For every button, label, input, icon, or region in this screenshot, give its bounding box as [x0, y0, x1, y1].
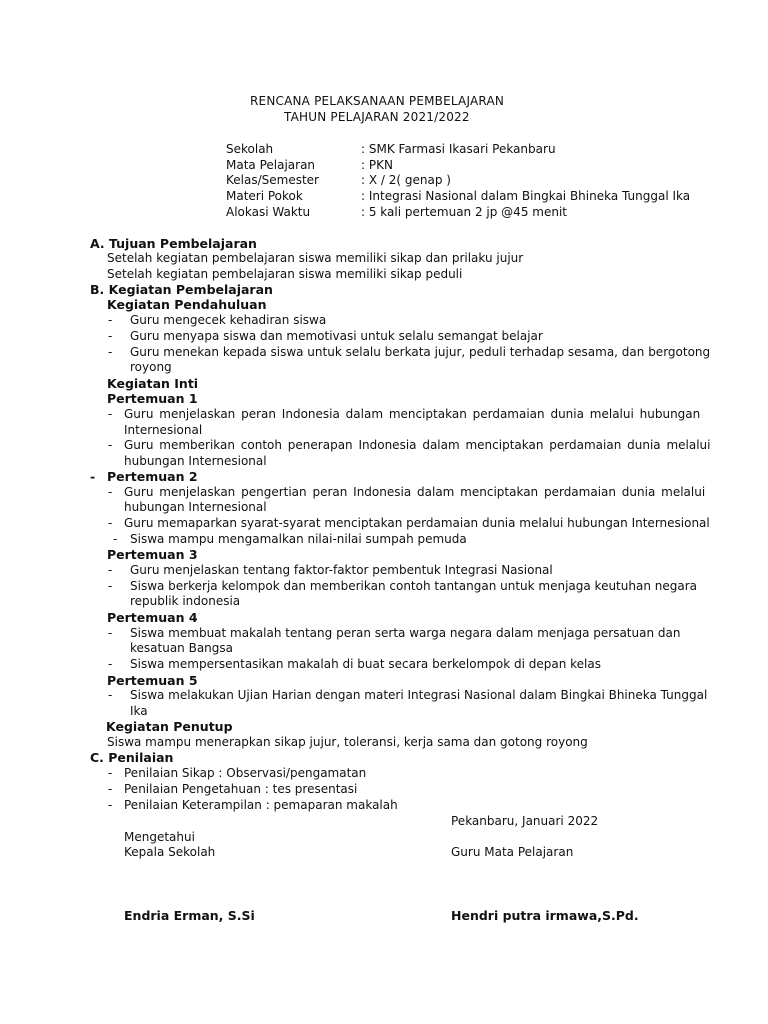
list-item-continuation: hubungan Internesional	[124, 454, 267, 468]
signature-kepala-sekolah: Kepala Sekolah	[124, 845, 216, 859]
list-dash: -	[108, 345, 113, 359]
list-dash: -	[108, 516, 113, 530]
signature-name-right: Hendri putra irmawa,S.Pd.	[451, 908, 639, 923]
pertemuan-1-heading: Pertemuan 1	[107, 391, 198, 406]
section-c-heading: C. Penilaian	[90, 750, 174, 765]
identity-label-alokasi: Alokasi Waktu	[226, 205, 311, 219]
list-dash: -	[108, 313, 113, 327]
document-title-line1: RENCANA PELAKSANAAN PEMBELAJARAN	[250, 94, 505, 108]
list-item: Penilaian Keterampilan : pemaparan makalah	[124, 798, 398, 812]
list-item: Guru mengecek kehadiran siswa	[130, 313, 327, 327]
identity-value-sekolah: : SMK Farmasi Ikasari Pekanbaru	[361, 142, 556, 156]
list-dash: -	[113, 532, 118, 546]
list-dash: -	[108, 438, 113, 452]
pendahuluan-heading: Kegiatan Pendahuluan	[107, 297, 267, 312]
identity-label-kelas: Kelas/Semester	[226, 173, 319, 187]
signature-guru-role: Guru Mata Pelajaran	[451, 845, 574, 859]
list-dash: -	[108, 657, 113, 671]
list-item: Siswa berkerja kelompok dan memberikan contoh tantangan untuk menjaga keutuhan negara	[130, 579, 697, 593]
signature-name-left: Endria Erman, S.Si	[124, 908, 255, 923]
signature-place-date: Pekanbaru, Januari 2022	[451, 814, 599, 828]
list-item: Guru menjelaskan pengertian peran Indonesia dalam menciptakan perdamaian dunia melalui	[124, 485, 706, 499]
list-item: Siswa membuat makalah tentang peran serta warga negara dalam menjaga persatuan dan	[130, 626, 681, 640]
identity-value-materi: : Integrasi Nasional dalam Bingkai Bhineka Tunggal Ika	[361, 189, 691, 203]
section-a-heading: A. Tujuan Pembelajaran	[90, 236, 257, 251]
pertemuan-4-heading: Pertemuan 4	[107, 610, 198, 625]
inti-heading: Kegiatan Inti	[107, 376, 199, 391]
identity-value-kelas: : X / 2( genap )	[361, 173, 451, 187]
list-dash: -	[108, 626, 113, 640]
list-item: Guru menjelaskan tentang faktor-faktor pembentuk Integrasi Nasional	[130, 563, 553, 577]
list-dash: -	[90, 469, 96, 484]
list-dash: -	[108, 329, 113, 343]
identity-value-mapel: : PKN	[361, 158, 393, 172]
list-item-continuation: Internesional	[124, 423, 203, 437]
section-a-line: Setelah kegiatan pembelajaran siswa memiliki sikap dan prilaku jujur	[107, 251, 524, 265]
list-item: Siswa melakukan Ujian Harian dengan materi Integrasi Nasional dalam Bingkai Bhineka Tunggal	[130, 688, 708, 702]
document-title-line2: TAHUN PELAJARAN 2021/2022	[284, 110, 470, 124]
identity-label-mapel: Mata Pelajaran	[226, 158, 316, 172]
list-item: Penilaian Sikap : Observasi/pengamatan	[124, 766, 367, 780]
list-dash: -	[108, 579, 113, 593]
penutup-line: Siswa mampu menerapkan sikap jujur, toleransi, kerja sama dan gotong royong	[107, 735, 588, 749]
list-item: Guru menekan kepada siswa untuk selalu berkata jujur, peduli terhadap sesama, dan bergotong	[130, 345, 711, 359]
list-item-continuation: royong	[130, 360, 172, 374]
section-b-heading: B. Kegiatan Pembelajaran	[90, 282, 273, 297]
signature-mengetahui: Mengetahui	[124, 830, 195, 844]
list-item-continuation: republik indonesia	[130, 594, 241, 608]
identity-label-materi: Materi Pokok	[226, 189, 303, 203]
list-dash: -	[108, 782, 113, 796]
list-item-continuation: Ika	[130, 704, 148, 718]
list-item: Guru menjelaskan peran Indonesia dalam menciptakan perdamaian dunia melalui hubungan	[124, 407, 701, 421]
list-dash: -	[108, 798, 113, 812]
list-item: Siswa mampu mengamalkan nilai-nilai sumpah pemuda	[130, 532, 467, 546]
list-dash: -	[108, 766, 113, 780]
pertemuan-2-heading: Pertemuan 2	[107, 469, 198, 484]
section-a-line: Setelah kegiatan pembelajaran siswa memiliki sikap peduli	[107, 267, 463, 281]
list-dash: -	[108, 688, 113, 702]
list-item: Guru memaparkan syarat-syarat menciptakan perdamaian dunia melalui hubungan Internesional	[124, 516, 710, 530]
list-item: Penilaian Pengetahuan : tes presentasi	[124, 782, 358, 796]
list-item: Siswa mempersentasikan makalah di buat secara berkelompok di depan kelas	[130, 657, 601, 671]
pertemuan-3-heading: Pertemuan 3	[107, 547, 198, 562]
list-item: Guru menyapa siswa dan memotivasi untuk selalu semangat belajar	[130, 329, 543, 343]
list-dash: -	[108, 563, 113, 577]
identity-label-sekolah: Sekolah	[226, 142, 274, 156]
identity-value-alokasi: : 5 kali pertemuan 2 jp @45 menit	[361, 205, 567, 219]
list-dash: -	[108, 485, 113, 499]
pertemuan-5-heading: Pertemuan 5	[107, 673, 198, 688]
list-dash: -	[108, 407, 113, 421]
penutup-heading: Kegiatan Penutup	[106, 719, 233, 734]
list-item-continuation: hubungan Internesional	[124, 500, 267, 514]
list-item-continuation: kesatuan Bangsa	[130, 641, 234, 655]
list-item: Guru memberikan contoh penerapan Indonesia dalam menciptakan perdamaian dunia melalui	[124, 438, 711, 452]
